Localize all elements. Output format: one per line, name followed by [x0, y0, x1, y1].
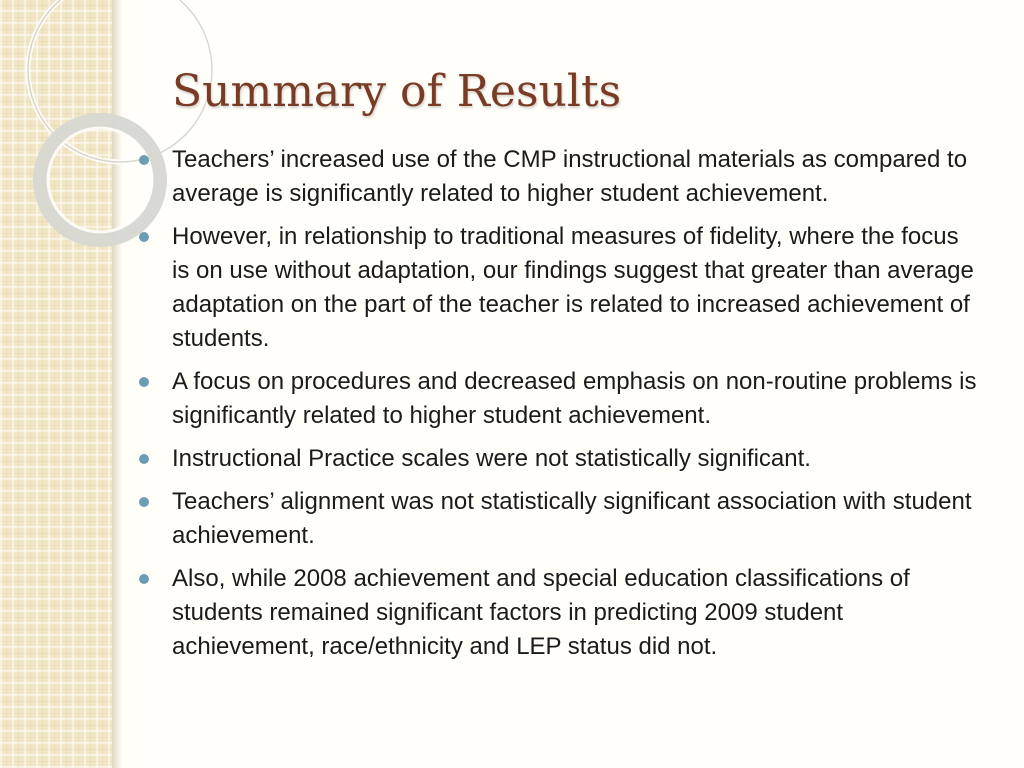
bullet-text: Teachers’ increased use of the CMP instructional materials as compared to average is significantly related to higher student achievement. [172, 146, 968, 207]
slide-title: Summary of Results [172, 66, 622, 117]
bullet-item [137, 220, 982, 356]
bullet-item [137, 562, 982, 664]
bullet-text: Also, while 2008 achievement and special education classifications of students remained significant factors in predicting 2009 student achievement, race/ethnicity and LEP status did not. [172, 565, 910, 660]
bullet-text: However, in relationship to traditional measures of fidelity, where the focus is on use without adaptation, our findings suggest that greater than average adaptation on the part of the teacher is related to increased achievement of students. [172, 223, 974, 352]
side-band-shadow [112, 0, 122, 768]
bullet-dot-icon [139, 232, 149, 242]
bullet-dot-icon [139, 377, 149, 387]
bullet-item [137, 442, 982, 476]
bullet-dot-icon [139, 497, 149, 507]
side-pattern-band [0, 0, 112, 768]
bullet-text: Teachers’ alignment was not statistically significant association with student achievement. [172, 488, 972, 549]
bullet-item [137, 143, 982, 211]
bullet-dot-icon [139, 454, 149, 464]
bullet-list [137, 143, 982, 673]
bullet-text: Instructional Practice scales were not statistically significant. [172, 445, 811, 472]
bullet-item [137, 365, 982, 433]
bullet-dot-icon [139, 574, 149, 584]
bullet-item [137, 485, 982, 553]
bullet-dot-icon [139, 155, 149, 165]
bullet-text: A focus on procedures and decreased emphasis on non-routine problems is significantly related to higher student achievement. [172, 368, 977, 429]
